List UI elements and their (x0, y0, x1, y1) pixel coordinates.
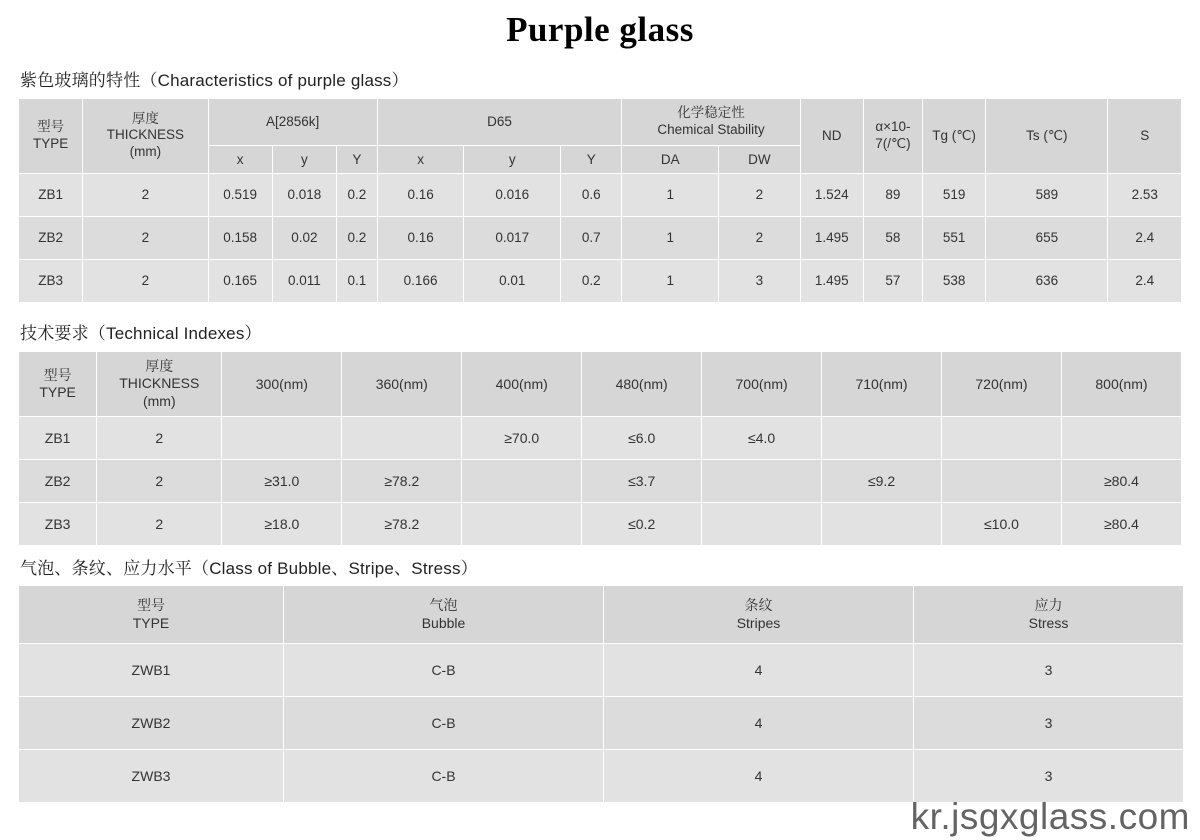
header-type-en: TYPE (39, 384, 76, 400)
table-header-row (19, 351, 1182, 417)
cell: ZWB3 (19, 750, 284, 803)
header-ts: Ts (℃) (986, 99, 1108, 174)
header-720nm: 720(nm) (942, 351, 1062, 417)
cell: 0.16 (377, 216, 464, 259)
cell: 0.017 (464, 216, 561, 259)
page-title: Purple glass (506, 10, 694, 49)
header-stripes (604, 586, 914, 644)
cell: 589 (986, 173, 1108, 216)
cell: ≥80.4 (1061, 460, 1181, 503)
header-thickness (97, 351, 222, 417)
cell: ≥78.2 (342, 460, 462, 503)
header-stripes-cn: 条纹 (744, 597, 773, 614)
cell: 0.02 (272, 216, 336, 259)
table-row (19, 216, 1182, 259)
cell: 1.495 (800, 216, 863, 259)
header-type (19, 351, 97, 417)
cell: 2 (719, 216, 801, 259)
cell: ≥31.0 (222, 460, 342, 503)
cell: 655 (986, 216, 1108, 259)
header-type (19, 586, 284, 644)
header-thickness-unit: (mm) (142, 392, 176, 409)
cell: 1.524 (800, 173, 863, 216)
header-a-y: y (272, 145, 336, 173)
cell: ≥18.0 (222, 503, 342, 546)
cell: ≤3.7 (582, 460, 702, 503)
cell: ≤0.2 (582, 503, 702, 546)
cell: ≥70.0 (462, 417, 582, 460)
header-da: DA (622, 145, 719, 173)
cell: 0.2 (336, 173, 377, 216)
cell: 3 (719, 259, 801, 302)
header-thickness-cn: 厚度 (131, 110, 159, 126)
header-chemical-stability (622, 99, 800, 146)
cell: 3 (914, 697, 1184, 750)
header-chemical-stability-cn: 化学稳定性 (677, 105, 745, 120)
cell: 0.158 (208, 216, 272, 259)
cell: 0.16 (377, 173, 464, 216)
header-alpha (863, 99, 922, 174)
header-d65-x: x (377, 145, 464, 173)
header-type-cn: 型号 (37, 119, 65, 134)
cell: 2 (83, 259, 208, 302)
cell: ZWB1 (19, 644, 284, 697)
header-alpha-line1: α×10- (875, 119, 911, 134)
table-row (19, 503, 1182, 546)
header-s: S (1108, 99, 1182, 174)
cell (462, 460, 582, 503)
header-thickness-en: THICKNESS (119, 375, 200, 392)
header-stress (914, 586, 1184, 644)
header-480nm: 480(nm) (582, 351, 702, 417)
header-700nm: 700(nm) (702, 351, 822, 417)
cell: 0.2 (336, 216, 377, 259)
cell: ZB1 (19, 417, 97, 460)
header-a-Y: Y (336, 145, 377, 173)
cell: 4 (604, 697, 914, 750)
cell (822, 503, 942, 546)
cell: 2.4 (1108, 216, 1182, 259)
header-bubble-en: Bubble (421, 614, 466, 631)
cell: 1.495 (800, 259, 863, 302)
watermark-url: kr.jsgxglass.com (910, 796, 1190, 837)
header-300nm: 300(nm) (222, 351, 342, 417)
cell: 2.53 (1108, 173, 1182, 216)
cell: 0.016 (464, 173, 561, 216)
cell: ≤9.2 (822, 460, 942, 503)
cell: C-B (284, 697, 604, 750)
header-thickness-en: THICKNESS (106, 127, 185, 143)
header-a-x: x (208, 145, 272, 173)
cell (942, 460, 1062, 503)
header-thickness (83, 99, 208, 174)
cell: 0.2 (561, 259, 622, 302)
cell: ZWB2 (19, 697, 284, 750)
cell: 2 (83, 216, 208, 259)
technical-indexes-table (18, 351, 1182, 547)
cell: 1 (622, 216, 719, 259)
cell: 3 (914, 750, 1184, 803)
section-caption-characteristics: 紫色玻璃的特性（Characteristics of purple glass） (20, 71, 409, 90)
characteristics-table (18, 98, 1182, 303)
cell: 0.7 (561, 216, 622, 259)
header-stress-en: Stress (1028, 614, 1069, 631)
header-type-cn: 型号 (137, 597, 165, 614)
table-row (19, 644, 1184, 697)
cell: 0.166 (377, 259, 464, 302)
cell: 4 (604, 750, 914, 803)
cell (702, 460, 822, 503)
header-thickness-cn: 厚度 (145, 357, 174, 374)
table-row (19, 417, 1182, 460)
cell: 57 (863, 259, 922, 302)
header-a2856k: A[2856k] (208, 99, 377, 146)
table-row (19, 259, 1182, 302)
cell: 0.519 (208, 173, 272, 216)
cell: ZB3 (19, 259, 83, 302)
cell: 2 (97, 460, 222, 503)
cell (822, 417, 942, 460)
header-stripes-en: Stripes (736, 614, 781, 631)
cell (1061, 417, 1181, 460)
cell: ≤6.0 (582, 417, 702, 460)
header-800nm: 800(nm) (1061, 351, 1181, 417)
table-row (19, 460, 1182, 503)
header-nd: ND (800, 99, 863, 174)
header-d65-Y: Y (561, 145, 622, 173)
table-header-row (19, 99, 1182, 146)
cell: ≤10.0 (942, 503, 1062, 546)
cell: 2.4 (1108, 259, 1182, 302)
header-dw: DW (719, 145, 801, 173)
cell: C-B (284, 750, 604, 803)
cell: 2 (83, 173, 208, 216)
header-d65: D65 (377, 99, 622, 146)
cell: 0.1 (336, 259, 377, 302)
cell (342, 417, 462, 460)
header-type (19, 99, 83, 174)
header-alpha-line2: 7(/℃) (875, 135, 911, 151)
cell: 2 (719, 173, 801, 216)
table-row (19, 750, 1184, 803)
cell (462, 503, 582, 546)
cell: ≥78.2 (342, 503, 462, 546)
section-caption-bubble-stripe-stress: 气泡、条纹、应力水平（Class of Bubble、Stripe、Stress） (20, 559, 478, 579)
cell: 519 (923, 173, 986, 216)
cell (702, 503, 822, 546)
header-400nm: 400(nm) (462, 351, 582, 417)
header-thickness-unit: (mm) (129, 144, 162, 160)
header-710nm: 710(nm) (822, 351, 942, 417)
table-row (19, 697, 1184, 750)
cell: ZB2 (19, 216, 83, 259)
cell: 636 (986, 259, 1108, 302)
header-tg: Tg (℃) (923, 99, 986, 174)
cell: 0.011 (272, 259, 336, 302)
cell: 1 (622, 173, 719, 216)
cell: 2 (97, 503, 222, 546)
cell: 551 (923, 216, 986, 259)
header-360nm: 360(nm) (342, 351, 462, 417)
cell: 0.165 (208, 259, 272, 302)
header-stress-cn: 应力 (1034, 597, 1063, 614)
cell: ZB2 (19, 460, 97, 503)
table-row (19, 173, 1182, 216)
cell: C-B (284, 644, 604, 697)
header-bubble (284, 586, 604, 644)
cell: 0.6 (561, 173, 622, 216)
cell: 58 (863, 216, 922, 259)
cell: 0.018 (272, 173, 336, 216)
header-bubble-cn: 气泡 (429, 597, 458, 614)
document-page (0, 6, 1200, 840)
cell: 3 (914, 644, 1184, 697)
cell (942, 417, 1062, 460)
cell: 0.01 (464, 259, 561, 302)
cell: 4 (604, 644, 914, 697)
header-type-en: TYPE (32, 135, 69, 151)
cell: ≥80.4 (1061, 503, 1181, 546)
cell: 89 (863, 173, 922, 216)
cell: ZB3 (19, 503, 97, 546)
cell: ZB1 (19, 173, 83, 216)
header-type-cn: 型号 (43, 366, 72, 383)
cell: 2 (97, 417, 222, 460)
table-header-row (19, 586, 1184, 644)
bubble-stripe-stress-table (18, 585, 1184, 803)
section-caption-technical-indexes: 技术要求（Technical Indexes） (20, 323, 262, 343)
header-type-en: TYPE (132, 614, 170, 631)
cell: 1 (622, 259, 719, 302)
cell: ≤4.0 (702, 417, 822, 460)
header-d65-y: y (464, 145, 561, 173)
cell (222, 417, 342, 460)
header-chemical-stability-en: Chemical Stability (657, 121, 765, 137)
cell: 538 (923, 259, 986, 302)
